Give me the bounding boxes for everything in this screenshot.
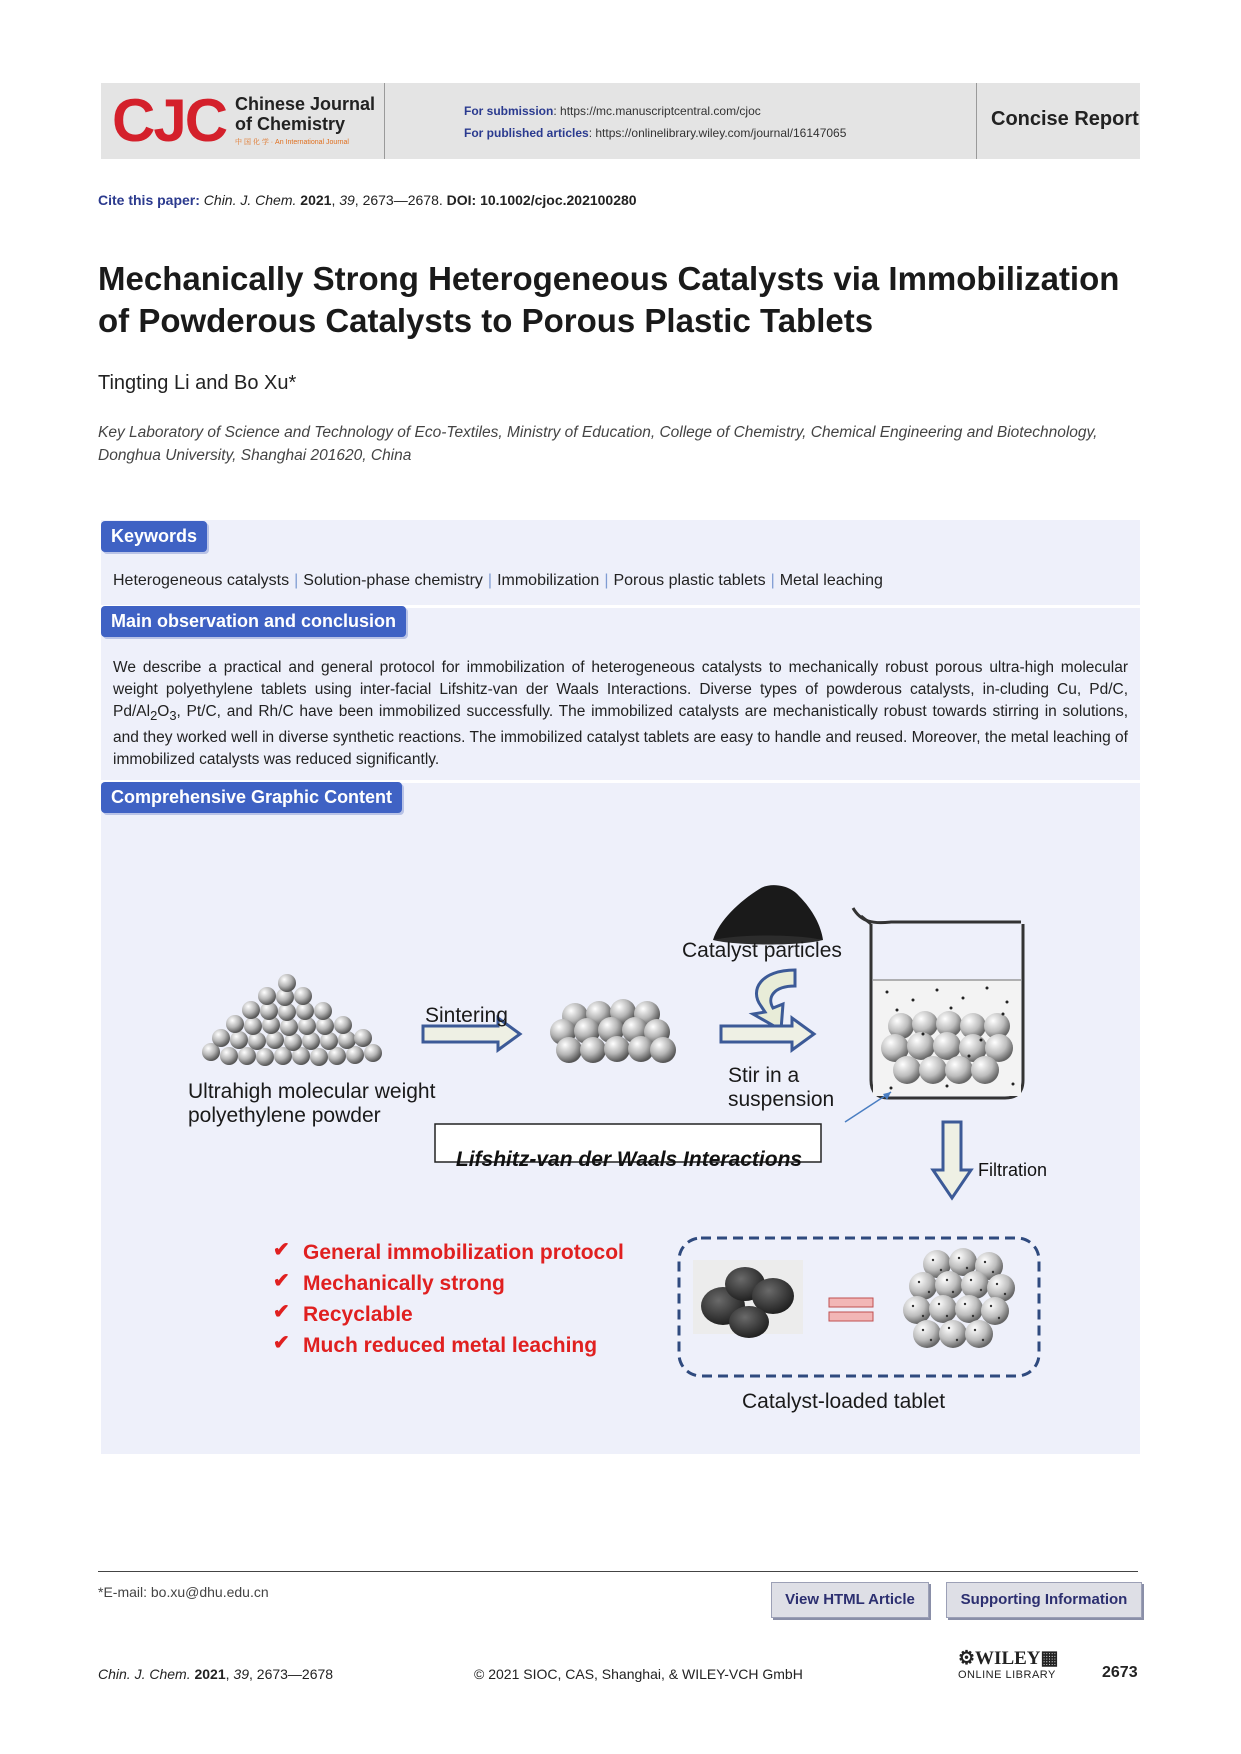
wiley-emblem-icon: ⚙: [958, 1648, 976, 1669]
footer-rule: [98, 1571, 1138, 1572]
keywords-list: Heterogeneous catalysts | Solution-phase chemistry | Immobilization | Porous plastic tablets | Metal leaching: [113, 572, 883, 589]
stir-label: [728, 1064, 834, 1112]
copyright: © 2021 SIOC, CAS, Shanghai, & WILEY-VCH GmbH: [474, 1666, 803, 1682]
published-label: For published articles: [464, 126, 589, 140]
powder-label: [188, 1080, 435, 1128]
feature-item: Recyclable: [303, 1303, 413, 1326]
graphic-heading: Comprehensive Graphic Content: [101, 782, 402, 813]
catalyst-particles-label: Catalyst particles: [682, 939, 842, 962]
keyword: Solution-phase chemistry: [303, 572, 483, 589]
footer-volume: 39: [233, 1666, 249, 1682]
submission-link[interactable]: https://mc.manuscriptcentral.com/cjoc: [560, 104, 761, 118]
polyethylene-powder-pile: [202, 974, 382, 1066]
abstract-text: [113, 657, 1128, 771]
cite-label: Cite this paper:: [98, 192, 200, 208]
filtration-arrow: [933, 1122, 971, 1198]
published-line: For published articles: https://onlinelibrary.wiley.com/journal/16147065: [464, 126, 847, 140]
cite-journal: Chin. J. Chem.: [203, 192, 297, 208]
page-number: 2673: [1102, 1664, 1138, 1681]
footer-year: 2021: [194, 1666, 226, 1682]
keyword: Metal leaching: [779, 572, 883, 589]
features-list: [303, 1237, 624, 1361]
subscript: 2: [150, 708, 158, 724]
header-divider: [976, 83, 977, 159]
supporting-info-button[interactable]: Supporting Information: [946, 1582, 1142, 1618]
wiley-word: WILEY: [975, 1648, 1041, 1669]
journal-name: [235, 94, 375, 134]
tablet-photo: [693, 1260, 803, 1338]
library-books-icon: ▦: [1040, 1648, 1059, 1669]
check-marks: [273, 1239, 290, 1354]
cite-pages: , 2673—2678.: [354, 192, 443, 208]
paper-title: Mechanically Strong Heterogeneous Catalysts via Immobilization of Powderous Catalysts to Porous Plastic Tablets: [98, 260, 1120, 339]
submission-label: For submission: [464, 104, 554, 118]
keyword: Heterogeneous catalysts: [113, 572, 290, 589]
journal-name-line1: Chinese Journal: [235, 94, 376, 114]
check-icon: ✔: [273, 1301, 290, 1323]
pointer-line: [845, 1092, 891, 1122]
journal-name-line2: of Chemistry: [235, 114, 346, 134]
cite-doi[interactable]: DOI: 10.1002/cjoc.202100280: [446, 192, 637, 208]
citation-line: Cite this paper: Chin. J. Chem. 2021, 39, 2673—2678. DOI: 10.1002/cjoc.202100280: [98, 192, 637, 208]
subscript: 3: [169, 708, 177, 724]
main-observation-heading: Main observation and conclusion: [101, 606, 406, 637]
tablet-label: Catalyst-loaded tablet: [742, 1390, 946, 1413]
journal-logo: CJC: [112, 87, 227, 154]
corresponding-email: *E-mail: bo.xu@dhu.edu.cn: [98, 1584, 269, 1600]
wiley-sub: ONLINE LIBRARY: [958, 1669, 1056, 1681]
feature-item: Much reduced metal leaching: [303, 1334, 598, 1357]
catalyst-powder-heap: [713, 885, 823, 940]
article-type: Concise Report: [991, 108, 1139, 130]
check-icon: ✔: [273, 1270, 290, 1292]
abstract-part: O: [157, 703, 170, 720]
stir-label-line2: suspension: [728, 1088, 835, 1111]
check-icon: ✔: [273, 1239, 290, 1261]
powder-label-line2: polyethylene powder: [188, 1104, 381, 1127]
sintering-label: Sintering: [425, 1004, 508, 1027]
feature-item: Mechanically strong: [303, 1272, 505, 1295]
equals-icon: [829, 1298, 873, 1321]
view-html-button[interactable]: View HTML Article: [771, 1582, 929, 1618]
keywords-heading: Keywords: [101, 521, 207, 552]
sintered-block: [550, 999, 676, 1063]
journal-subtitle: 中 国 化 学 · An International Journal: [235, 139, 349, 146]
beaker-icon: [853, 908, 1023, 1098]
interactions-label: Lifshitz-van der Waals Interactions: [455, 1148, 803, 1171]
feature-item: General immobilization protocol: [303, 1241, 624, 1264]
curved-arrow: [753, 970, 795, 1030]
catalyst-loaded-balls: [903, 1248, 1015, 1348]
cite-year: 2021: [300, 192, 332, 208]
footer-pages: , 2673—2678: [249, 1666, 334, 1682]
cite-volume: 39: [339, 192, 355, 208]
footer-citation: Chin. J. Chem. 2021, 39, 2673—2678: [98, 1666, 334, 1682]
submission-line: For submission: https://mc.manuscriptcentral.com/cjoc: [464, 104, 761, 118]
powder-label-line1: Ultrahigh molecular weight: [188, 1080, 436, 1103]
footer-journal: Chin. J. Chem.: [98, 1666, 191, 1682]
keyword: Porous plastic tablets: [613, 572, 766, 589]
header-divider: [384, 83, 385, 159]
authors: Tingting Li and Bo Xu*: [98, 372, 297, 394]
keyword: Immobilization: [497, 572, 600, 589]
wiley-logo: [958, 1649, 1058, 1681]
stir-label-line1: Stir in a: [728, 1064, 800, 1087]
abstract-part: We describe a practical and general protocol for immobilization of heterogeneous catalysts to mechanically robust porous ultra-high molecular weight polyethylene tablets using inter-facial Lifshitz-van der Waals Interactions. Diverse types of powderous catalysts, in-cluding Cu, Pd/C, Pd/Al: [113, 659, 1128, 720]
filtration-label: Filtration: [978, 1160, 1048, 1180]
abstract-part: , Pt/C, and Rh/C have been immobilized successfully. The immobilized catalysts are mechanistically robust towards stirring in solutions, and they worked well in diverse synthetic reactions. The immobilized catalyst tablets are easy to handle and reused. Moreover, the metal leaching of immobilized catalysts was reduced significantly.: [113, 703, 1128, 769]
published-link[interactable]: https://onlinelibrary.wiley.com/journal/16147065: [595, 126, 847, 140]
check-icon: ✔: [273, 1332, 290, 1354]
affiliation: Key Laboratory of Science and Technology of Eco-Textiles, Ministry of Education, College of Chemistry, Chemical Engineering and Biotechnology, Donghua University, Shanghai 201620, China: [98, 424, 1098, 464]
